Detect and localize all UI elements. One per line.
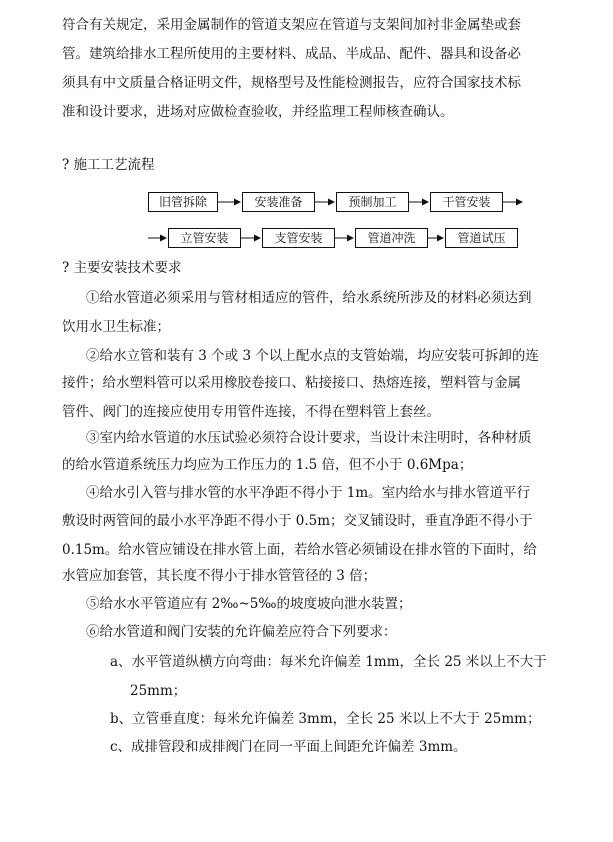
sub-item-a: a、水平管道纵横方向弯曲：每米允许偏差 1mm，全长 25 米以上不大于 <box>110 654 547 670</box>
requirement-item-3: ③室内给水管道的水压试验必须符合设计要求，当设计未注明时，各种材质 <box>86 430 532 446</box>
body-text-line: 0.15m。给水管应铺设在排水管上面，若给水管必须铺设在排水管的下面时，给 <box>62 542 537 558</box>
body-text-line: 水管应加套管，其长度不得小于排水管管径的 3 倍； <box>62 568 377 584</box>
body-text-line: 敷设时两管间的最小水平净距不得小于 0.5m；交叉铺设时，垂直净距不得小于 <box>62 513 533 529</box>
flow-step-box: 预制加工 <box>336 192 409 212</box>
body-text-line: 25mm； <box>130 683 187 699</box>
flow-step-box: 干管安装 <box>430 192 503 212</box>
section-heading-requirements: ? 主要安装技术要求 <box>62 260 182 276</box>
body-text-line: 须具有中文质量合格证明文件，规格型号及性能检测报告，应符合国家技术标 <box>62 75 521 91</box>
body-text-line: 符合有关规定，采用金属制作的管道支架应在管道与支架间加衬非金属垫或套 <box>62 17 521 33</box>
body-text-line: 准和设计要求，进场对应做检查验收，并经监理工程师核查确认。 <box>62 104 454 120</box>
requirement-item-5: ⑤给水水平管道应有 2‰~5‰的坡度坡向泄水装置； <box>86 596 412 612</box>
body-text-line: 的给水管道系统压力均应为工作压力的 1.5 倍，但不小于 0.6Mpa； <box>62 457 473 473</box>
requirement-item-4: ④给水引入管与排水管的水平净距不得小于 1m。室内给水与排水管道平行 <box>86 485 531 501</box>
body-text-line: 管件、阀门的连接应使用专用管件连接，不得在塑料管上套丝。 <box>62 404 440 420</box>
flow-step-box: 旧管拆除 <box>148 192 218 212</box>
sub-item-c: c、成排管段和成排阀门在同一平面上间距允许偏差 3mm。 <box>110 739 467 755</box>
flow-step-box: 立管安装 <box>168 228 241 248</box>
flow-step-box: 管道试压 <box>445 228 518 248</box>
requirement-item-6: ⑥给水管道和阀门安装的允许偏差应符合下列要求： <box>86 624 397 640</box>
section-heading-process: ? 施工工艺流程 <box>62 157 155 173</box>
body-text-line: 接件；给水塑料管可以采用橡胶卷接口、粘接接口、热熔连接，塑料管与金属 <box>62 375 521 391</box>
flow-step-box: 支管安装 <box>262 228 335 248</box>
flow-step-box: 管道冲洗 <box>355 228 428 248</box>
body-text-line: 饮用水卫生标准； <box>62 319 170 335</box>
body-text-line: 管。建筑给排水工程所使用的主要材料、成品、半成品、配件、器具和设备必 <box>62 46 521 62</box>
flow-step-box: 安装准备 <box>242 192 315 212</box>
requirement-item-1: ①给水管道必须采用与管材相适应的管件，给水系统所涉及的材料必须达到 <box>86 290 532 306</box>
requirement-item-2: ②给水立管和装有 3 个或 3 个以上配水点的支管始端，均应安装可拆卸的连 <box>86 348 539 364</box>
sub-item-b: b、立管垂直度：每米允许偏差 3mm，全长 25 米以上不大于 25mm； <box>110 711 541 727</box>
